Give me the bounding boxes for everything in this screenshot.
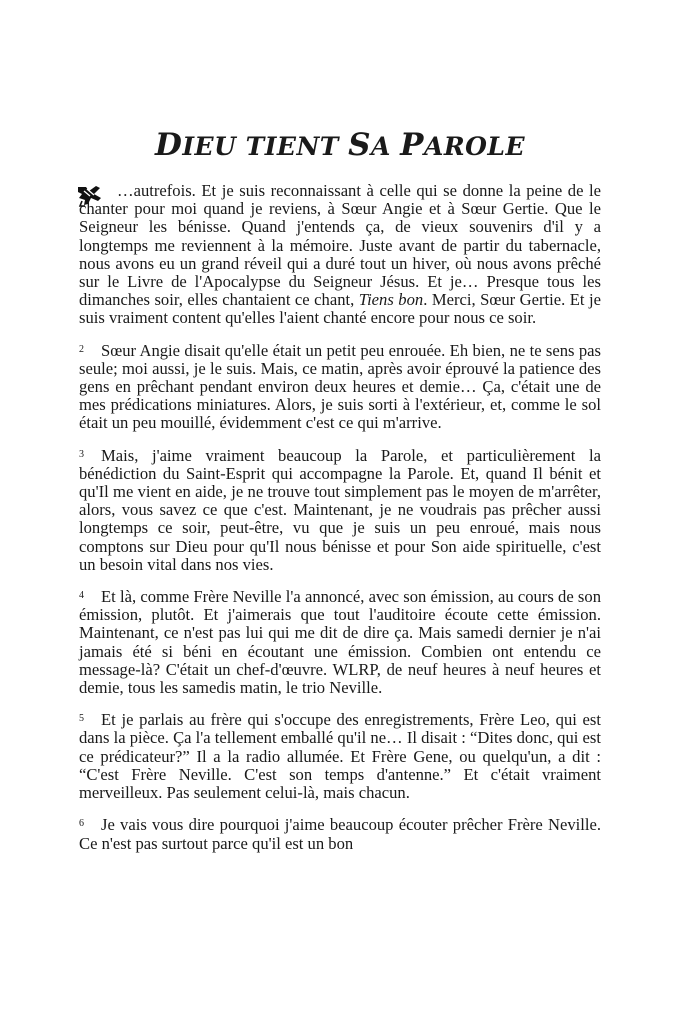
paragraph-1: …autrefois. Et je suis reconnaissant à celle qui se donne la peine de le chanter pour moi quand je reviens, à Sœur Angie et à Sœur Gertie. Que le Seigneur les bénisse. Quand j'entends ça, de vieux souvenirs d'il y a longtemps me reviennent à la mémoire. Juste avant de partir du tabernacle, nous avons eu un grand réveil qui a duré tout un hiver, où nous avons prêché sur le Livre de l'Apocalypse du Seigneur Jésus. Et je… Presque tous les dimanches soir, elles chantaient ce chant, Tiens bon. Merci, Sœur Gertie. Et je suis vraiment content qu'elles l'aient chanté encore pour nous ce soir.	[79, 181, 601, 328]
paragraph-3: 3 Mais, j'aime vraiment beaucoup la Parole, et particulièrement la bénédiction du Saint-Esprit qui accompagne la Parole. Et, quand Il bénit et qu'Il me vient en aide, je ne trouve tout simplement pas le moyen de m'arrêter, alors, vous savez ce que c'est. Maintenant, je ne voudrais pas prêcher aussi longtemps ce soir, peut-être, vu que je suis un peu enroué, mais nous comptons sur Dieu pour qu'Il nous bénisse et pour Son aide spirituelle, c'est un besoin vital dans nos vies.	[79, 445, 601, 574]
title-part-3: AROLE	[423, 131, 526, 161]
paragraph-number: 4	[79, 590, 84, 602]
paragraph-5: 5 Et je parlais au frère qui s'occupe des enregistrements, Frère Leo, qui est dans la pièce. Ça l'a tellement emballé qu'il ne… Il disait : “Dites donc, qui est ce prédicateur?” Il a la radio allumée. Et Frère Gene, ou quelqu'un, a dit : “C'est Frère Neville. C'est son temps d'antenne.” Et c'était vraiment merveilleux. Pas seulement celui-là, mais chacun.	[79, 710, 601, 803]
paragraph-number: 3	[79, 448, 84, 460]
title-part-2: A	[371, 131, 401, 161]
paragraph-2: 2 Sœur Angie disait qu'elle était un petit peu enrouée. Eh bien, ne te sens pas seule; moi aussi, je le suis. Mais, ce matin, après avoir éprouvé la patience des gens en prêchant pendant environ deux heures et demie… Ça, c'était une de mes prédications miniatures. Alors, je suis sorti à l'extérieur, et, comme le sol était un peu mouillé, évidemment c'est ce qui m'arrive.	[79, 340, 601, 433]
page-title	[79, 125, 601, 167]
paragraph-number: 2	[79, 343, 84, 355]
title-cap-s: S	[348, 126, 372, 163]
title-part-1: IEU TIENT	[182, 131, 349, 161]
paragraph-6: 6 Je vais vous dire pourquoi j'aime beaucoup écouter prêcher Frère Neville. Ce n'est pas surtout parce qu'il est un bon	[79, 815, 601, 853]
title-cap-d: D	[154, 126, 183, 163]
paragraph-number: 5	[79, 713, 84, 725]
title-cap-p: P	[400, 126, 424, 163]
paragraph-number: 6	[79, 818, 84, 830]
song-title: Tiens bon	[358, 290, 424, 310]
quill-hand-icon	[76, 184, 104, 208]
paragraph-4: 4 Et là, comme Frère Neville l'a annoncé, avec son émission, au cours de son émission, plutôt. Et j'aimerais que tout l'auditoire écoute cette émission. Maintenant, ce n'est pas lui qui me dit de dire ça. Mais samedi dernier je n'ai jamais été si béni en écoutant une émission. Combien ont entendu ce message-là? C'était un chef-d'œuvre. WLRP, de neuf heures à neuf heures et demie, tous les samedis matin, le trio Neville.	[79, 587, 601, 698]
sermon-body	[79, 182, 601, 866]
